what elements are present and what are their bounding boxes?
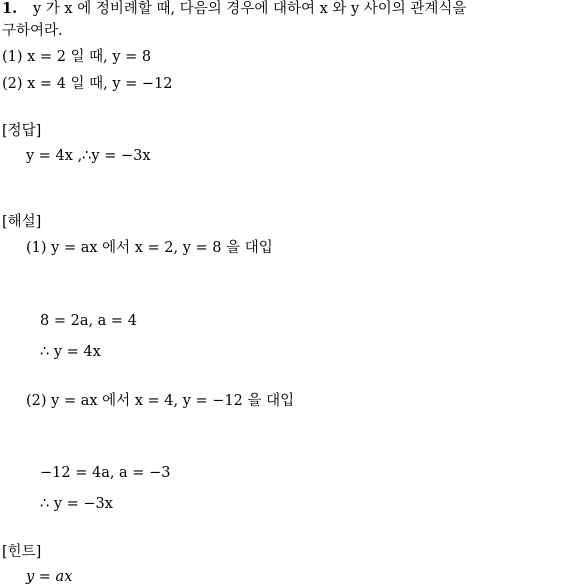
explanation-part2-equation: −12 = 4a, a = −3 bbox=[40, 465, 171, 481]
hint-header: [힌트] bbox=[2, 544, 42, 560]
problem-case-2: (2) x = 4 일 때, y = −12 bbox=[2, 76, 173, 92]
explanation-part1-result: ∴ y = 4x bbox=[40, 344, 101, 360]
explanation-part2-intro: (2) y = ax 에서 x = 4, y = −12 을 대입 bbox=[26, 393, 295, 409]
problem-number: 1. bbox=[2, 0, 18, 17]
problem-statement-line2: 구하여라. bbox=[2, 23, 63, 39]
explanation-part1-intro: (1) y = ax 에서 x = 2, y = 8 을 대입 bbox=[26, 240, 273, 256]
problem-statement-line1: y 가 x 에 정비례할 때, 다음의 경우에 대하여 x 와 y 사이의 관계식을 bbox=[33, 1, 467, 17]
answer-header: [정답] bbox=[2, 123, 42, 139]
answer-text: y = 4x ,∴y = −3x bbox=[26, 148, 151, 164]
explanation-part2-result: ∴ y = −3x bbox=[40, 496, 113, 512]
explanation-header: [해설] bbox=[2, 214, 42, 230]
explanation-part1-equation: 8 = 2a, a = 4 bbox=[40, 313, 137, 329]
problem-case-1: (1) x = 2 일 때, y = 8 bbox=[2, 49, 152, 65]
hint-text: y = ax bbox=[26, 569, 73, 585]
